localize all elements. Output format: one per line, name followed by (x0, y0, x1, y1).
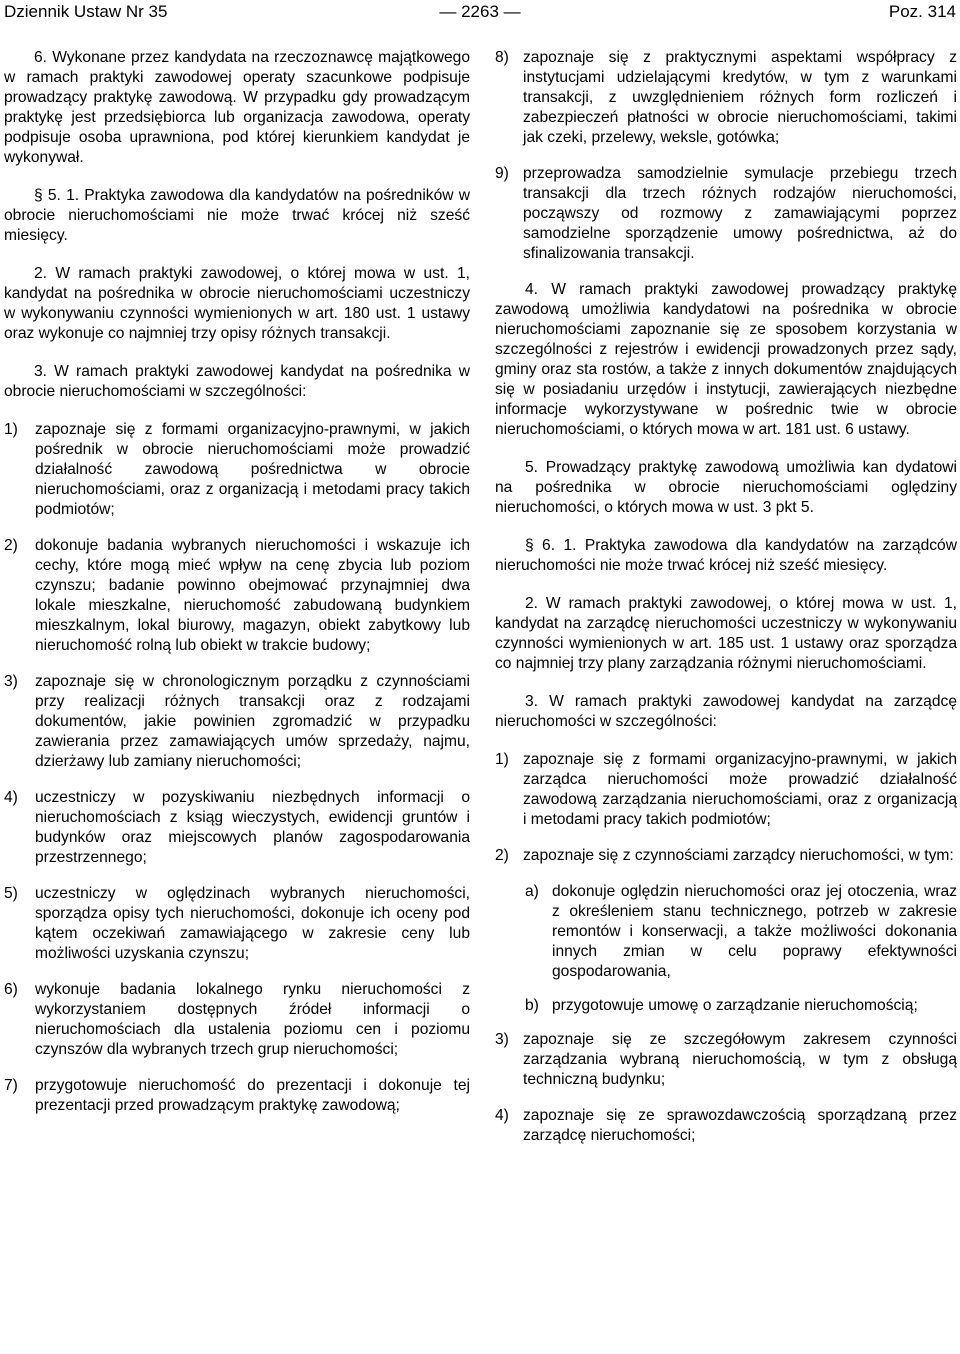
sub-list-item-letter: a) (525, 883, 539, 900)
list-item-number: 5) (4, 885, 18, 902)
paragraph-6: 6. Wykonane przez kandydata na rzeczoznawcę majątkowego w ramach praktyki zawodowej operaty szacunkowe podpisuje prowadzący praktykę zawodową. W przypadku gdy prowadzącym praktykę jest przedsiębiorca lub organizacja zawodowa, operaty podpisuje osoba uprawniona, pod której kierunkiem kandydat je wykonywał. (4, 49, 470, 166)
list-item (495, 164, 957, 264)
list-item (4, 788, 470, 868)
list-item-number: 9) (495, 165, 509, 182)
list-item-number: 4) (495, 1107, 509, 1124)
list-item (4, 536, 470, 656)
list-item-number: 7) (4, 1077, 18, 1094)
list-item (495, 1106, 957, 1146)
list-item (495, 48, 957, 148)
list-item-number: 2) (495, 847, 509, 864)
list-item-number: 3) (495, 1031, 509, 1048)
list-item-number: 2) (4, 537, 18, 554)
list-item-text: zapoznaje się z formami organizacyjno-prawnymi, w jakich zarządca nieruchomości może prowadzić działalność zawodową zarządzania nieruchomościami, oraz z organizacją i metodami pracy takich podmiotów; (523, 751, 957, 828)
list-item (495, 750, 957, 830)
page-header (0, 0, 960, 26)
section-6-1: § 6. 1. Praktyka zawodowa dla kandydatów na zarządców nieruchomości nie może trwać krócej niż sześć miesięcy. (495, 537, 957, 574)
list-item-text: uczestniczy w pozyskiwaniu niezbędnych informacji o nieruchomościach z ksiąg wieczystych, ewidencji gruntów i budynków oraz miejscowych planów zagospodarowania przestrzennego; (35, 789, 470, 866)
list-item (4, 884, 470, 964)
list-item (495, 1030, 957, 1090)
sub-list-item-text: przygotowuje umowę o zarządzanie nieruchomością; (552, 997, 918, 1014)
list-item-number: 4) (4, 789, 18, 806)
left-column (4, 48, 470, 1132)
journal-title: Dziennik Ustaw Nr 35 (4, 2, 168, 21)
section-5-1: § 5. 1. Praktyka zawodowa dla kandydatów na pośredników w obrocie nieruchomościami nie może trwać krócej niż sześć miesięcy. (4, 187, 470, 244)
list-item-number: 6) (4, 981, 18, 998)
section-6-2: 2. W ramach praktyki zawodowej, o której mowa w ust. 1, kandydat na zarządcę nieruchomości uczestniczy w wykonywaniu czynności wymienionych w art. 185 ust. 1 ustawy oraz sporządza co najmniej trzy plany zarządzania różnymi nieruchomościami. (495, 595, 957, 672)
list-item-number: 3) (4, 673, 18, 690)
list-item (4, 1076, 470, 1116)
list-item-text: przeprowadza samodzielnie symulacje przebiegu trzech transakcji dla trzech różnych rodzajów nieruchomości, począwszy od rozmowy z zamawiającymi poprzez samodzielne sporządzenie umowy pośrednictwa, aż do sfinalizowania transakcji. (523, 165, 957, 262)
page-number: — 2263 — (439, 2, 521, 21)
list-item-text: zapoznaje się w chronologicznym porządku z czynnościami przy realizacji różnych transakcji oraz z rodzajami dokumentów, jakie powinien zgromadzić w przypadku zawierania przez zamawiających umów sprzedaży, najmu, dzierżawy lub zamiany nieruchomości; (35, 673, 470, 770)
section-5-3: 3. W ramach praktyki zawodowej kandydat na pośrednika w obrocie nieruchomościami w szczególności: (4, 363, 470, 400)
list-item-text: dokonuje badania wybranych nieruchomości i wskazuje ich cechy, które mogą mieć wpływ na cenę zbycia lub poziom czynszu; badanie powinno obejmować przynajmniej dwa lokale mieszkalne, nieruchomość zabudowaną budynkiem mieszkalnym, lokal biurowy, magazyn, obiekt zabytkowy lub nieruchomość rolną lub obiekt w trakcie budowy; (35, 537, 470, 654)
list-item-number: 1) (4, 421, 18, 438)
section-5-4: 4. W ramach praktyki zawodowej prowadzący praktykę zawodową umożliwia kandydatowi na pośrednika w obrocie nieruchomościami zapoznanie się ze sposobem korzystania w szczególności z rejestrów i ewidencji prowadzonych przez sądy, gminy oraz sta rostów, a także z innych dokumentów znajdujących się w posiadaniu urzędów i instytucji, zawierających niezbędne informacje wykorzystywane w pośrednic twie w obrocie nieruchomościami, o których mowa w art. 181 ust. 6 ustawy. (495, 281, 957, 438)
list-item (495, 846, 957, 866)
section-5-2: 2. W ramach praktyki zawodowej, o której mowa w ust. 1, kandydat na pośrednika w obrocie nieruchomościami uczestniczy w wykonywaniu czynności wymienionych w art. 180 ust. 1 ustawy oraz wykonuje co najmniej trzy opisy różnych transakcji. (4, 265, 470, 342)
list-item (4, 980, 470, 1060)
right-column (495, 48, 957, 1162)
section-5-5: 5. Prowadzący praktykę zawodową umożliwia kan dydatowi na pośrednika w obrocie nieruchomościami oględziny nieruchomości, o których mowa w ust. 3 pkt 5. (495, 459, 957, 516)
list-item-text: wykonuje badania lokalnego rynku nieruchomości z wykorzystaniem dostępnych źródeł informacji o nieruchomościach dla ustalenia poziomu cen i poziomu czynszów dla wybranych trzech grup nieruchomości; (35, 981, 470, 1058)
list-item-text: uczestniczy w oględzinach wybranych nieruchomości, sporządza opisy tych nieruchomości, dokonuje ich oceny pod kątem oczekiwań zamawiającego w zakresie ceny lub możliwości uzyskania czynszu; (35, 885, 470, 962)
sub-list-item-text: dokonuje oględzin nieruchomości oraz jej otoczenia, wraz z określeniem stanu technicznego, potrzeb w zakresie remontów i konserwacji, a także możliwości dokonania innych zmian w celu poprawy efektywności gospodarowania, (552, 883, 957, 980)
list-item-number: 1) (495, 751, 509, 768)
list-item (4, 420, 470, 520)
list-item-text: zapoznaje się z czynnościami zarządcy nieruchomości, w tym: (523, 847, 954, 864)
sub-list-item-letter: b) (525, 997, 539, 1014)
list-item-text: przygotowuje nieruchomość do prezentacji i dokonuje tej prezentacji przed prowadzącym praktykę zawodową; (35, 1077, 470, 1114)
list-item-text: zapoznaje się z formami organizacyjno-prawnymi, w jakich pośrednik w obrocie nieruchomościami może prowadzić działalność zawodową pośrednictwa w obrocie nieruchomościami, oraz z organizacją i metodami pracy takich podmiotów; (35, 421, 470, 518)
list-item (4, 672, 470, 772)
list-item-text: zapoznaje się z praktycznymi aspektami współpracy z instytucjami udzielającymi kredytów, w tym z warunkami transakcji, z uwzględnieniem różnych form rozliczeń i zabezpieczeń płatności w obrocie nieruchomościami, takimi jak czeki, przelewy, weksle, gotówka; (523, 49, 957, 146)
list-item-number: 8) (495, 49, 509, 66)
section-6-3: 3. W ramach praktyki zawodowej kandydat na zarządcę nieruchomości w szczególności: (495, 693, 957, 730)
sub-list-item (525, 996, 957, 1016)
sub-list-item (525, 882, 957, 982)
position-number: Poz. 314 (888, 2, 956, 21)
list-item-text: zapoznaje się ze szczegółowym zakresem czynności zarządzania wybraną nieruchomością, w tym z obsługą techniczną budynku; (523, 1031, 957, 1088)
list-item-text: zapoznaje się ze sprawozdawczością sporządzaną przez zarządcę nieruchomości; (523, 1107, 957, 1144)
